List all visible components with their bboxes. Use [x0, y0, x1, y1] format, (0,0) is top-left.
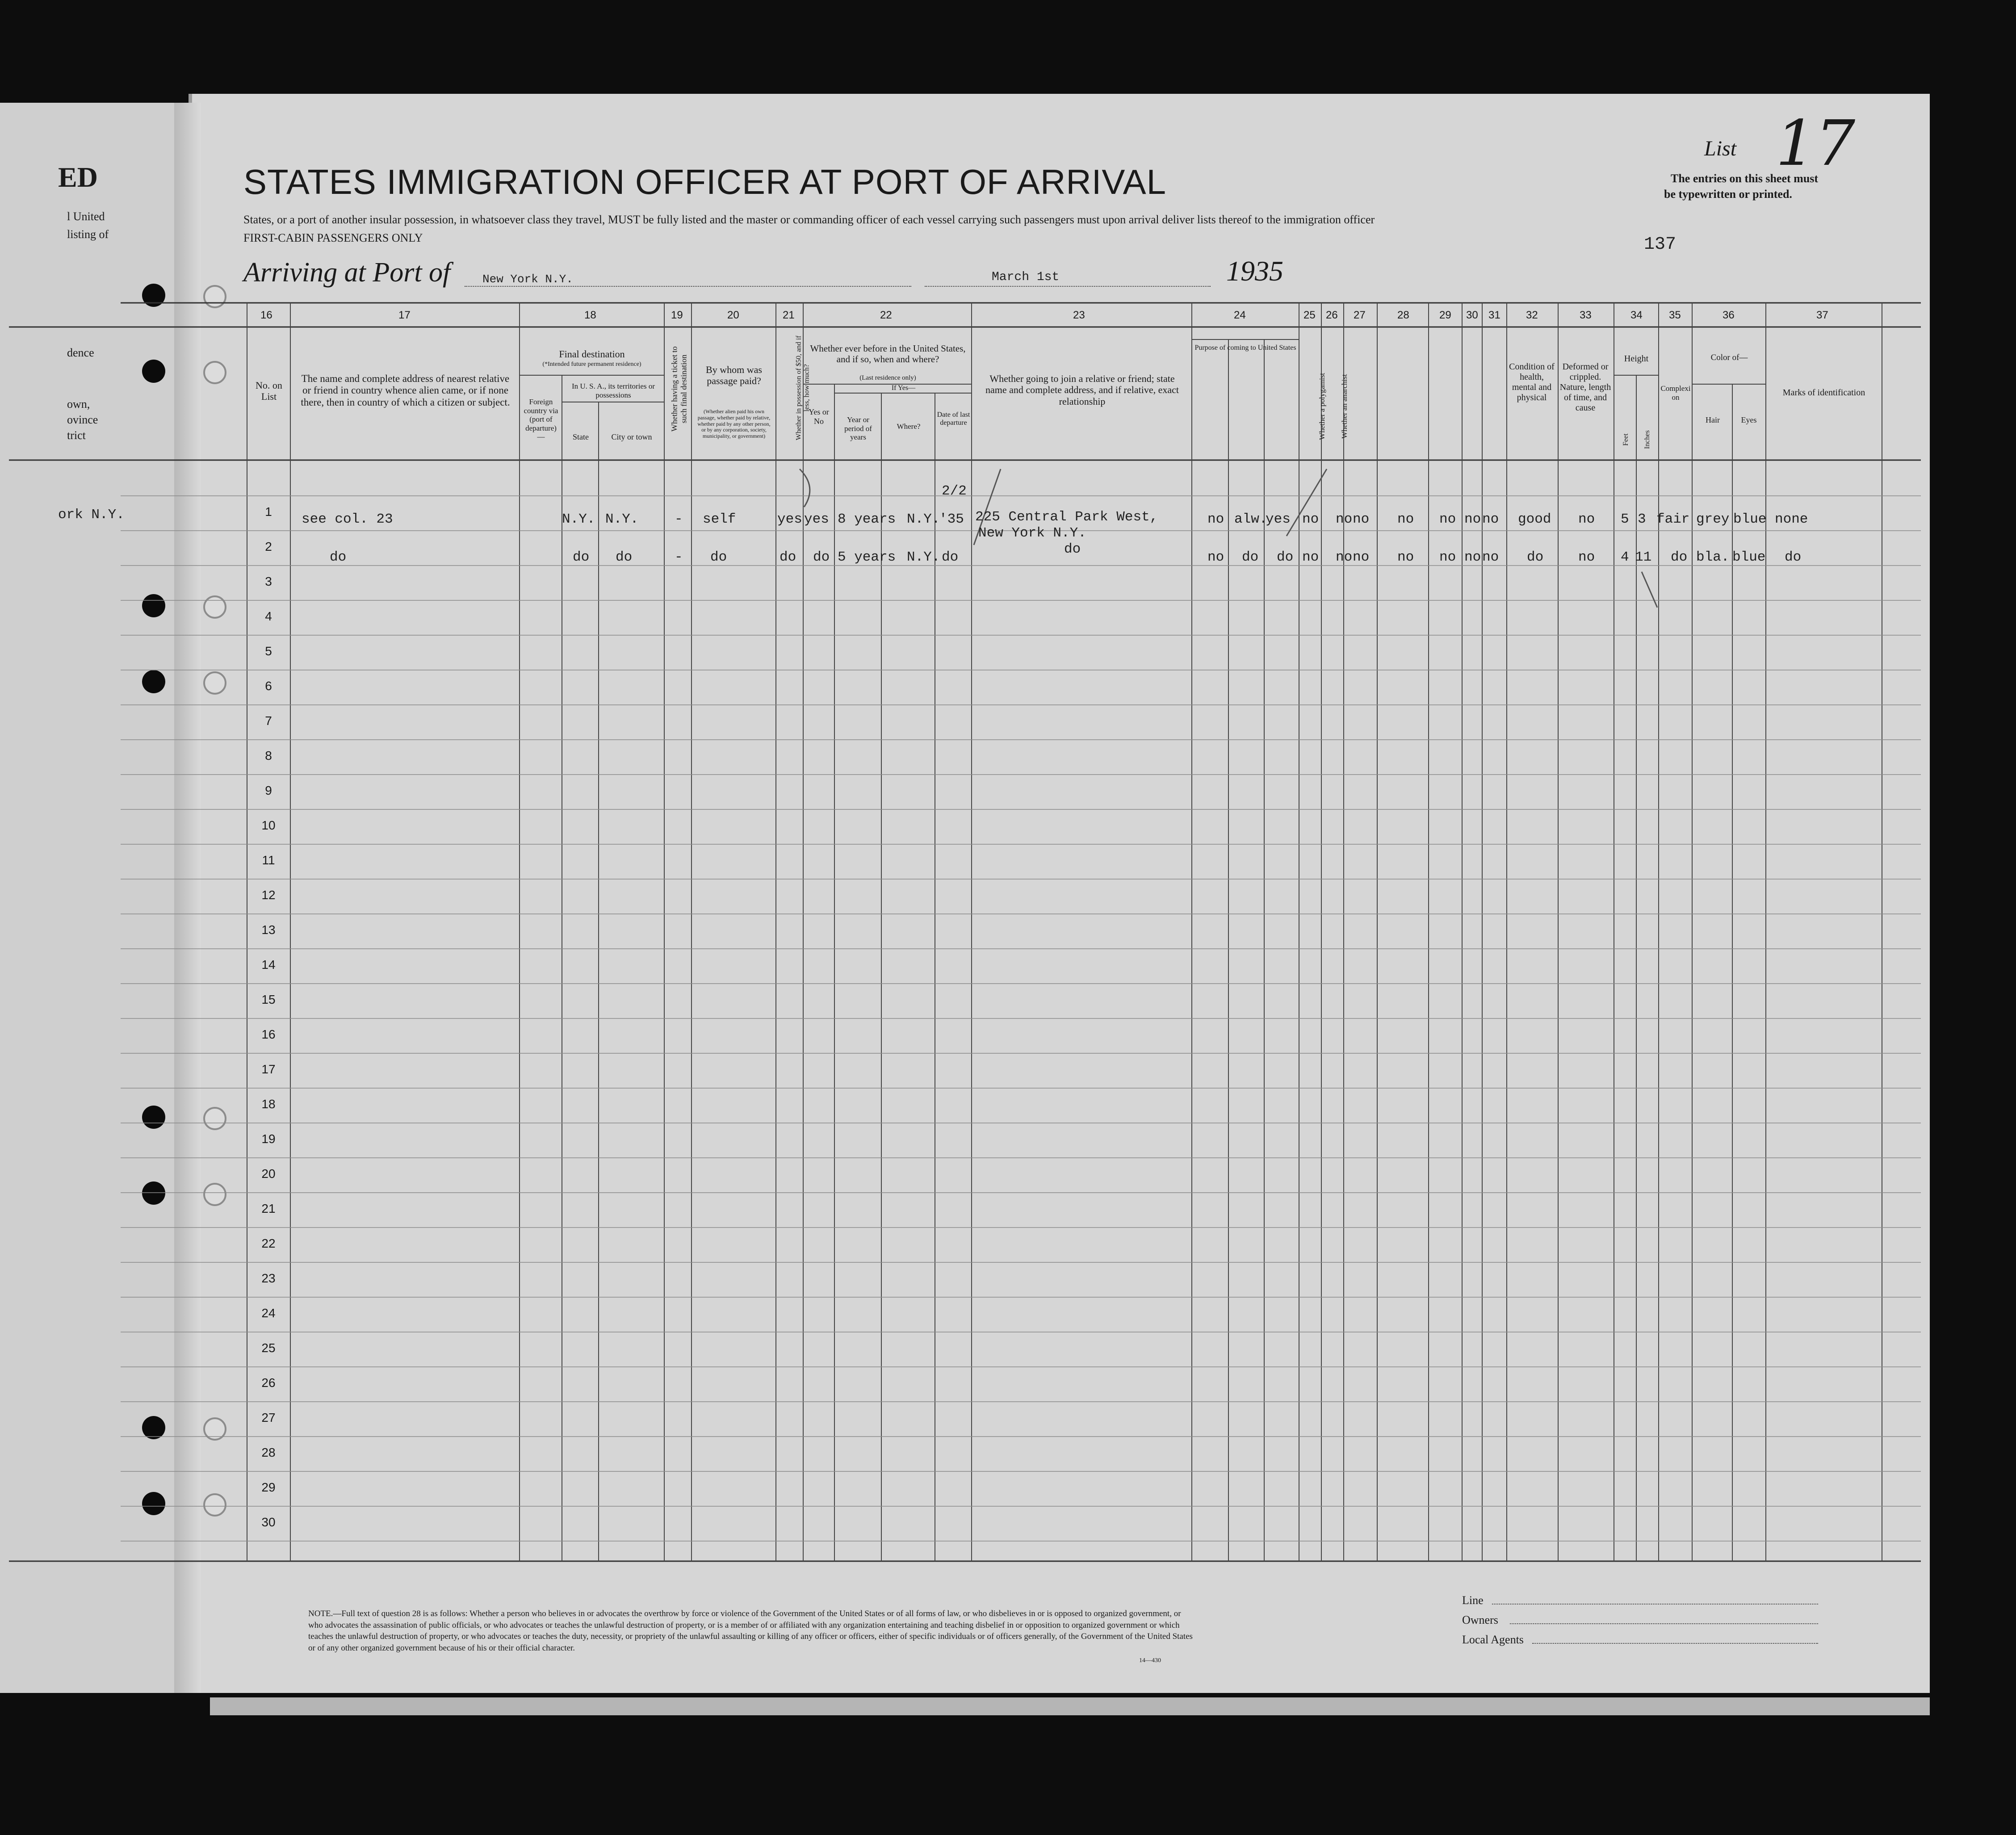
- footer-line-label: Line: [1462, 1594, 1484, 1607]
- row1-col31: no: [1482, 511, 1499, 527]
- row1-before: yes: [804, 511, 829, 527]
- left-fragment-3: ovince: [67, 413, 98, 426]
- row1-health: good: [1518, 511, 1551, 527]
- arrival-date: March 1st: [992, 270, 1060, 284]
- header-deformed: Deformed or crippled. Nature, length of time, and cause: [1559, 362, 1611, 413]
- list-number: 17: [1776, 107, 1856, 180]
- row2-purpose-b: do: [1242, 549, 1259, 565]
- row-number: 20: [261, 1167, 276, 1181]
- column-number: 37: [1816, 309, 1828, 321]
- header-city: City or town: [611, 432, 652, 441]
- row2-feet: 4: [1621, 549, 1629, 565]
- row2-hair: bla.: [1696, 549, 1730, 565]
- row-number: 22: [261, 1236, 276, 1250]
- row-number: 1: [265, 505, 272, 519]
- column-number: 30: [1466, 309, 1478, 321]
- column-number: 19: [671, 309, 683, 321]
- row1-join-line1: 225 Central Park West,: [975, 509, 1158, 525]
- header-health: Condition of health, mental and physical: [1509, 362, 1555, 402]
- row2-paid-by: do: [710, 549, 727, 565]
- footer-owners-label: Owners: [1462, 1613, 1498, 1626]
- row-number: 8: [265, 749, 272, 762]
- header-if-yes: If Yes—: [891, 384, 916, 392]
- class-line: FIRST-CABIN PASSENGERS ONLY: [243, 231, 423, 244]
- row-number: 29: [261, 1480, 276, 1494]
- header-left-line-2: listing of: [67, 228, 109, 241]
- header-last-departure: Date of last departure: [937, 411, 970, 427]
- column-number: 28: [1397, 309, 1409, 321]
- row1-anarchist: no: [1353, 511, 1370, 527]
- column-number: 31: [1488, 309, 1500, 321]
- form-instruction: States, or a port of another insular possession, in whatsoever class they travel, MUST be fully listed and the master or commanding officer of each vessel carrying such passengers must upon arrival deliver lists thereof to the immigration officer: [243, 213, 1375, 226]
- header-anarchist: Whether an anarchist: [1340, 374, 1349, 439]
- column-number: 18: [584, 309, 596, 321]
- header-final-destination-sub: (*Intended future permanent residence): [542, 361, 641, 368]
- row2-eyes: blue: [1732, 549, 1766, 565]
- left-fragment-4: trict: [67, 429, 86, 442]
- row-number: 27: [261, 1411, 276, 1424]
- question-28-note: NOTE.—Full text of question 28 is as follows: Whether a person who believes in or advocates the overthrow by force or violence of the Government of the United States or of all forms of law, or who disbelieves in or is opposed to organized government, or who advocates the assassination of public officials, or who advocates or teaches the unlawful destruction of property, or is a member of or affiliated with any organization entertaining and teaching disbelief in or opposition to organized government or which teaches the unlawful destruction of property, or who advocates or teaches the duty, necessity, or propriety of the unlawful assaulting or killing of any officer or officers, either of specific individuals or of officers generally, of the Government of the United States or of any other organized government because of his or their official character.: [308, 1609, 1193, 1653]
- header-year-period: Year or period of years: [844, 415, 872, 442]
- row1-col29: no: [1439, 511, 1456, 527]
- row-number: 6: [265, 679, 272, 693]
- column-number: 22: [880, 309, 892, 321]
- list-label: List: [1704, 137, 1737, 160]
- row-number: 12: [261, 888, 276, 902]
- header-passage-paid: By whom was passage paid?: [706, 364, 762, 387]
- arrival-year: 1935: [1226, 255, 1283, 287]
- column-number: 35: [1669, 309, 1681, 321]
- row2-purpose-c: do: [1277, 549, 1294, 565]
- row1-ticket: -: [675, 511, 683, 527]
- row1-city: N.Y.: [605, 511, 639, 527]
- row1-years: 8 years: [838, 511, 896, 527]
- row1-purpose-c: yes: [1266, 511, 1291, 527]
- column-number: 20: [727, 309, 739, 321]
- column-number: 17: [398, 309, 411, 321]
- row1-eyes: blue: [1733, 511, 1767, 527]
- row-number: 28: [261, 1445, 276, 1459]
- header-height: Height: [1624, 354, 1649, 364]
- page-number: 137: [1644, 235, 1677, 255]
- row2-state: do: [573, 549, 590, 565]
- column-number: 25: [1303, 309, 1316, 321]
- footer-agents-field: [1532, 1643, 1818, 1644]
- row2-money: do: [780, 549, 796, 565]
- header-polygamist: Whether a polygamist: [1318, 373, 1327, 440]
- row1-paid-by: self: [703, 511, 736, 527]
- column-number: 29: [1439, 309, 1451, 321]
- row-number: 30: [261, 1515, 276, 1529]
- row-number: 11: [262, 853, 275, 867]
- row2-health: do: [1527, 549, 1544, 565]
- row2-marks: do: [1785, 549, 1802, 565]
- row1-marks: none: [1775, 511, 1808, 527]
- header-eyes: Eyes: [1741, 415, 1757, 424]
- row-number: 9: [265, 783, 272, 797]
- row1-polygamist: no: [1336, 511, 1353, 527]
- footer-agents-label: Local Agents: [1462, 1633, 1524, 1646]
- header-where: Where?: [897, 422, 921, 431]
- list-note-2: be typewritten or printed.: [1664, 188, 1792, 201]
- row-number: 23: [261, 1271, 276, 1285]
- row-number: 10: [261, 818, 276, 832]
- footer-owners-field: [1510, 1623, 1818, 1624]
- row-number: 21: [261, 1202, 276, 1215]
- header-feet: Feet: [1622, 433, 1630, 446]
- row1-col25: no: [1302, 511, 1319, 527]
- row2-col29: no: [1439, 549, 1456, 565]
- header-joining-relative: Whether going to join a relative or friend; state name and complete address, and if relative, exact relationship: [985, 373, 1179, 407]
- header-ever-before: Whether ever before in the United States, and if so, when and where?: [810, 343, 966, 365]
- header-marks: Marks of identification: [1782, 388, 1865, 398]
- row2-col31: no: [1482, 549, 1499, 565]
- row1-state: N.Y.: [562, 511, 595, 527]
- row1-col30: no: [1464, 511, 1481, 527]
- row1-inches: 3: [1638, 511, 1646, 527]
- row2-where: N.Y.: [907, 549, 940, 565]
- row2-polygamist: no: [1336, 549, 1353, 565]
- row-number: 7: [265, 714, 272, 728]
- column-number: 33: [1580, 309, 1592, 321]
- row-number: 18: [261, 1097, 276, 1111]
- row-number: 26: [261, 1376, 276, 1390]
- left-fragment-2: own,: [67, 398, 90, 411]
- header-money: Whether in possession of $50, and if less, how much?: [795, 335, 811, 440]
- row1-departure: '35: [939, 511, 964, 527]
- row1-deformed: no: [1578, 511, 1595, 527]
- row2-col28: no: [1397, 549, 1414, 565]
- column-number: 34: [1630, 309, 1643, 321]
- footer-line-field: [1492, 1604, 1818, 1605]
- header-hair: Hair: [1706, 415, 1720, 424]
- row-number: 17: [261, 1062, 276, 1076]
- list-note-1: The entries on this sheet must: [1671, 172, 1819, 185]
- header-passage-paid-sub: (Whether alien paid his own passage, whether paid by relative, whether paid by any other person, or by any corporation, society, municipality, or government): [697, 408, 771, 440]
- page-edge-shadow: [210, 1697, 1930, 1715]
- row2-relative: do: [330, 549, 347, 565]
- row1-col28: no: [1397, 511, 1414, 527]
- column-number: 23: [1073, 309, 1085, 321]
- row1-relative: see col. 23: [302, 511, 393, 527]
- row2-join: do: [1064, 541, 1081, 557]
- row-number: 5: [265, 644, 272, 658]
- header-ever-before-sub: (Last residence only): [859, 374, 916, 381]
- row-number: 19: [261, 1132, 276, 1146]
- column-number: 26: [1326, 309, 1338, 321]
- row1-money: yes: [777, 511, 802, 527]
- row1-purpose-b: alw.: [1234, 511, 1268, 527]
- column-number: 27: [1354, 309, 1366, 321]
- row-number: 15: [261, 993, 276, 1006]
- header-inches: Inches: [1643, 430, 1651, 449]
- form-title: STATES IMMIGRATION OFFICER AT PORT OF ARRIVAL: [243, 162, 1167, 201]
- row1-complexion: fair: [1656, 511, 1690, 527]
- header-foreign-country: Foreign country via (port of departure)—: [524, 398, 558, 441]
- row-number: 25: [261, 1341, 276, 1355]
- form-number: 14—430: [1139, 1657, 1161, 1664]
- row-number: 24: [261, 1306, 276, 1320]
- header-no-on-list: No. on List: [256, 380, 282, 402]
- column-number: 32: [1526, 309, 1538, 321]
- row2-col30: no: [1464, 549, 1481, 565]
- row2-departure: do: [942, 549, 959, 565]
- header-in-usa: In U. S. A., its territories or possessions: [571, 382, 655, 399]
- left-fragment-5: ork N.Y.: [58, 507, 125, 523]
- row2-years: 5 years: [838, 549, 896, 565]
- row2-purpose-a: no: [1207, 549, 1224, 565]
- row1-feet: 5: [1621, 511, 1629, 527]
- header-left-fragment: ED: [58, 161, 98, 193]
- row-number: 4: [265, 609, 272, 623]
- header-nearest-relative: The name and complete address of nearest relative or friend in country whence alien came, or if none there, then in country of which a citizen or subject.: [301, 373, 510, 408]
- header-left-line-1: l United: [67, 210, 105, 223]
- column-number: 36: [1723, 309, 1735, 321]
- row2-col25: no: [1302, 549, 1319, 565]
- port-value: New York N.Y.: [482, 272, 573, 286]
- column-number: 24: [1234, 309, 1246, 321]
- row1-join-line2: New York N.Y.: [978, 525, 1086, 541]
- row2-city: do: [616, 549, 633, 565]
- row2-anarchist: no: [1353, 549, 1370, 565]
- row1-departure-top: 2/2: [942, 483, 967, 499]
- row1-where: N.Y.: [907, 511, 940, 527]
- row-number: 13: [261, 923, 276, 937]
- header-yes-or-no: Yes or No: [809, 407, 829, 426]
- left-fragment-1: dence: [67, 346, 94, 359]
- header-color-of: Color of—: [1710, 353, 1748, 362]
- row-number: 3: [265, 574, 272, 588]
- row2-complexion: do: [1671, 549, 1688, 565]
- row2-ticket: -: [675, 549, 683, 565]
- row1-hair: grey: [1696, 511, 1730, 527]
- row-number: 14: [261, 958, 276, 972]
- header-purpose: Purpose of coming to United States: [1195, 344, 1296, 352]
- column-number: 16: [260, 309, 272, 321]
- header-ticket: Whether having a ticket to such final destination: [670, 346, 688, 432]
- arriving-label: Arriving at Port of: [243, 257, 451, 288]
- row2-inches: 11: [1635, 549, 1652, 565]
- row-number: 16: [261, 1027, 276, 1041]
- row-number: 2: [265, 540, 272, 553]
- header-complexion: Complexion: [1660, 384, 1691, 402]
- row2-before: do: [813, 549, 830, 565]
- row1-purpose-a: no: [1207, 511, 1224, 527]
- column-number: 21: [783, 309, 795, 321]
- header-final-destination: Final destination: [559, 348, 625, 360]
- row2-deformed: no: [1578, 549, 1595, 565]
- header-state: State: [573, 432, 589, 441]
